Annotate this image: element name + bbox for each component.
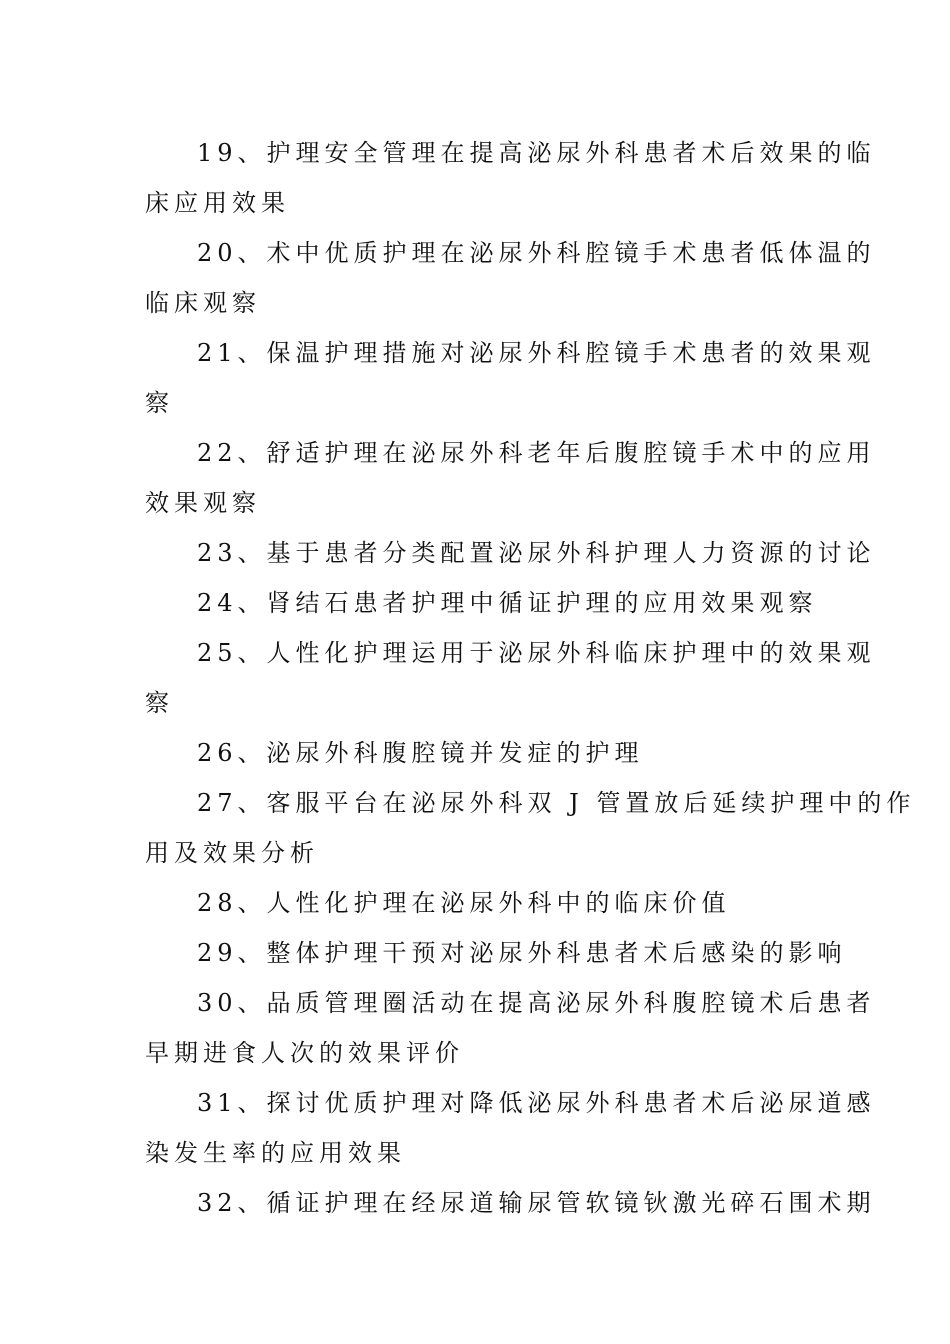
list-item-27: 27、客服平台在泌尿外科双 J 管置放后延续护理中的作 [197,789,916,817]
list-item-25-continuation: 察 [145,689,174,717]
list-item-20: 20、术中优质护理在泌尿外科腔镜手术患者低体温的 [197,239,876,267]
list-item-30: 30、品质管理圈活动在提高泌尿外科腹腔镜术后患者 [197,989,876,1017]
list-item-20-continuation: 临床观察 [145,289,261,317]
list-item-23: 23、基于患者分类配置泌尿外科护理人力资源的讨论 [197,539,876,567]
list-item-31: 31、探讨优质护理对降低泌尿外科患者术后泌尿道感 [197,1089,876,1117]
list-item-27-continuation: 用及效果分析 [145,839,319,867]
list-item-19-continuation: 床应用效果 [145,189,290,217]
list-item-22-continuation: 效果观察 [145,489,261,517]
list-item-31-continuation: 染发生率的应用效果 [145,1139,406,1167]
list-item-21-continuation: 察 [145,389,174,417]
list-item-30-continuation: 早期进食人次的效果评价 [145,1039,464,1067]
list-item-22: 22、舒适护理在泌尿外科老年后腹腔镜手术中的应用 [197,439,876,467]
list-item-24: 24、肾结石患者护理中循证护理的应用效果观察 [197,589,818,617]
list-item-29: 29、整体护理干预对泌尿外科患者术后感染的影响 [197,939,847,967]
list-item-26: 26、泌尿外科腹腔镜并发症的护理 [197,739,644,767]
list-item-32: 32、循证护理在经尿道输尿管软镜钬激光碎石围术期 [197,1189,876,1217]
document-body [145,128,916,1228]
list-item-25: 25、人性化护理运用于泌尿外科临床护理中的效果观 [197,639,876,667]
list-item-28: 28、人性化护理在泌尿外科中的临床价值 [197,889,731,917]
list-item-19: 19、护理安全管理在提高泌尿外科患者术后效果的临 [197,139,876,167]
list-item-21: 21、保温护理措施对泌尿外科腔镜手术患者的效果观 [197,339,876,367]
